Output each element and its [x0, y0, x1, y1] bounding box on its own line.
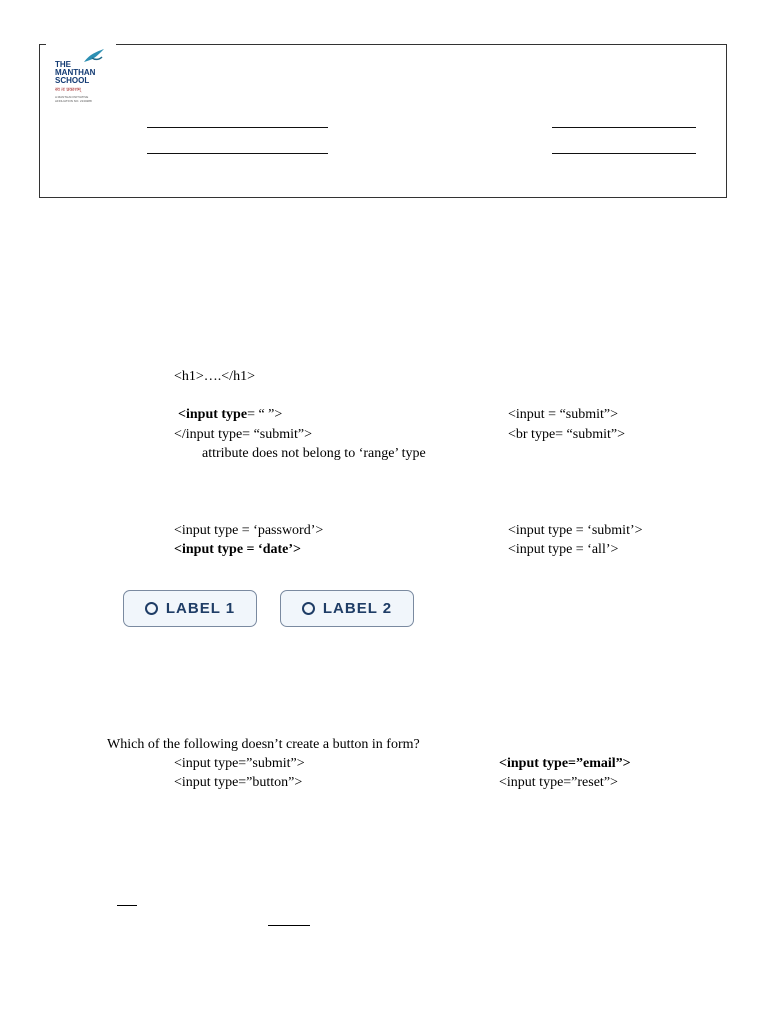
option-type-button: <input type=”button”> [174, 775, 303, 790]
option-h1: <h1>….</h1> [174, 369, 255, 384]
logo-line-school: SCHOOL [55, 76, 90, 85]
option-suffix: = “ ”> [247, 407, 283, 422]
radio-circle-icon [302, 602, 315, 615]
option-password: <input type = ‘password’> [174, 523, 324, 538]
bird-icon [82, 48, 108, 66]
question-button-form: Which of the following doesn’t create a button in form? [107, 737, 420, 752]
option-br-type: <br type= “submit”> [508, 427, 625, 442]
option-input-submit: <input = “submit”> [508, 407, 619, 422]
school-logo [52, 48, 108, 108]
option-input-type-blank [178, 407, 282, 423]
radio-label-1-text: LABEL 1 [165, 600, 236, 617]
option-type-submit: <input type=”submit”> [174, 756, 305, 771]
roll-blank-line [552, 153, 696, 154]
option-type-reset: <input type=”reset”> [499, 775, 618, 790]
header-box [39, 44, 727, 198]
option-all: <input type = ‘all’> [508, 542, 619, 557]
logo-fine-print-2: AFFILIATION NO. 2130288 [55, 99, 92, 103]
name-blank-line [147, 127, 328, 128]
option-closing-input: </input type= “submit”> [174, 427, 313, 442]
logo-line-manthan: MANTHAN [55, 68, 96, 77]
answer-blank-1 [117, 905, 137, 906]
option-prefix: <input type [178, 407, 248, 422]
radio-label-1[interactable] [123, 590, 257, 627]
option-submit: <input type = ‘submit’> [508, 523, 643, 538]
option-type-email: <input type=”email”> [499, 756, 631, 771]
range-statement: attribute does not belong to ‘range’ type [202, 446, 426, 461]
logo-line-the: THE [55, 60, 71, 69]
logo-tagline: स्व तः प्रकाशम् [55, 87, 81, 93]
option-date: <input type = ‘date’> [174, 542, 301, 557]
answer-blank-2 [268, 925, 310, 926]
logo-fine-print-1: A MANTHAN INITIATIVE [55, 95, 89, 99]
radio-label-2[interactable] [280, 590, 414, 627]
radio-circle-icon [145, 602, 158, 615]
date-blank-line [552, 127, 696, 128]
class-blank-line [147, 153, 328, 154]
radio-label-2-text: LABEL 2 [322, 600, 393, 617]
